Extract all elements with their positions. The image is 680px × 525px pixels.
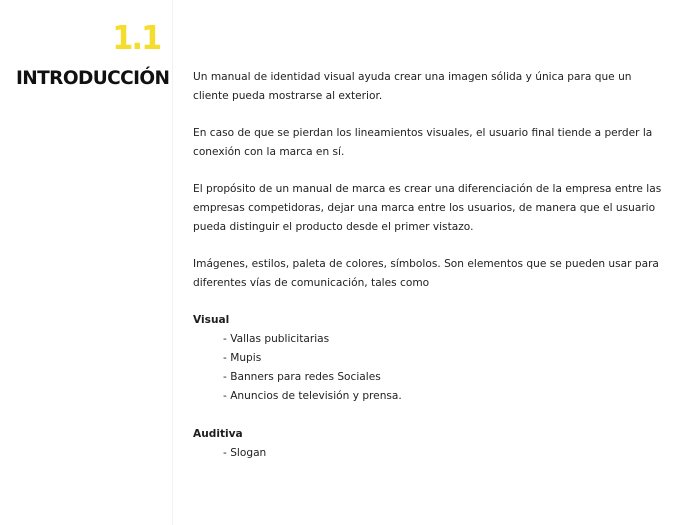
vertical-divider [172,0,173,525]
sidebar-panel [0,0,172,525]
auditiva-list [193,444,663,463]
list-item: - Slogan [223,447,267,459]
group-heading-visual: Visual [193,314,230,326]
paragraph-purpose: El propósito de un manual de marca es crear una diferenciación de la empresa entre las empresas competidoras, dejar una marca entre los usuarios, de manera que el usuario pueda distinguir el producto desde el primer vistazo. [193,183,662,233]
paragraph-intro: Un manual de identidad visual ayuda crear una imagen sólida y única para que un cliente pueda mostrarse al exterior. [193,71,632,102]
list-item: - Vallas publicitarias [223,333,330,345]
group-heading-auditiva: Auditiva [193,428,243,440]
content-body [193,68,663,482]
list-item: - Anuncios de televisión y prensa. [223,390,402,402]
list-item: - Banners para redes Sociales [223,371,381,383]
section-number: 1.1 [111,18,160,57]
visual-list [193,330,663,406]
paragraph-elements: Imágenes, estilos, paleta de colores, símbolos. Son elementos que se pueden usar para diferentes vías de comunicación, tales como [193,258,659,289]
paragraph-guidelines: En caso de que se pierdan los lineamientos visuales, el usuario final tiende a perder la conexión con la marca en sí. [193,127,653,158]
section-title: INTRODUCCIÓN [16,68,170,89]
list-item: - Mupis [223,352,262,364]
